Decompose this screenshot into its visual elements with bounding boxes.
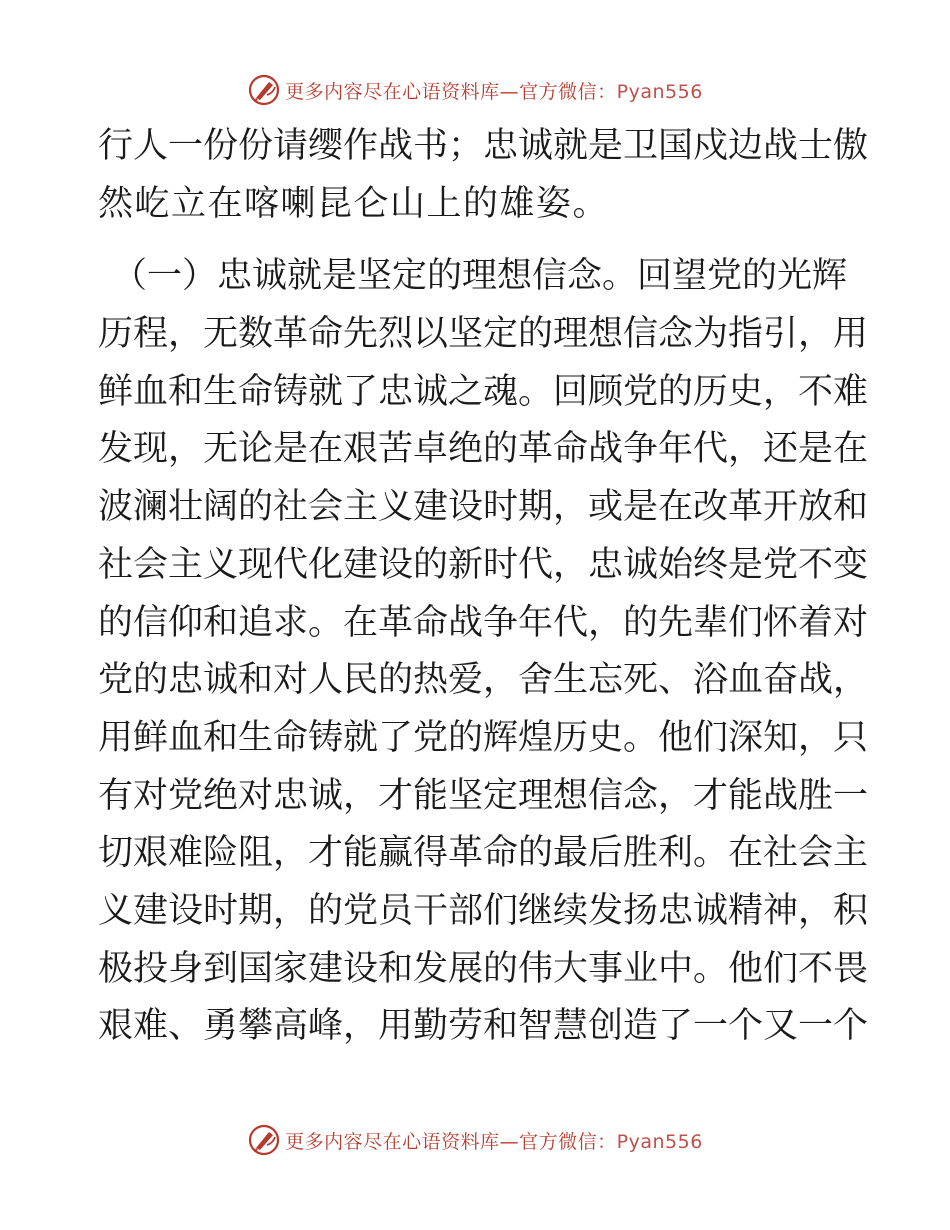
text-line: 艰难、勇攀高峰，用勤劳和智慧创造了一个又一个 [98, 1006, 869, 1047]
pen-logo-icon [247, 1123, 281, 1157]
text-line: 波澜壮阔的社会主义建设时期，或是在改革开放和 [98, 487, 869, 528]
text-line: 社会主义现代化建设的新时代，忠诚始终是党不变 [98, 544, 869, 585]
text-line: 鲜血和生命铸就了忠诚之魂。回顾党的历史，不难 [98, 371, 869, 412]
text-line: 历程，无数革命先烈以坚定的理想信念为指引，用 [98, 314, 869, 355]
text-line: 党的忠诚和对人民的热爱，舍生忘死、浴血奋战， [98, 660, 869, 701]
paragraph-intro [98, 118, 869, 233]
footer-banner [0, 1120, 950, 1160]
text-line: 有对党绝对忠诚，才能坚定理想信念，才能战胜一 [98, 775, 869, 816]
pen-logo-icon [247, 73, 281, 107]
text-line: 然屹立在喀喇昆仑山上的雄姿。 [98, 183, 610, 224]
document-body [98, 118, 869, 1056]
banner-text: 更多内容尽在心语资料库—官方微信：Pyan556 [285, 80, 703, 103]
text-line: 用鲜血和生命铸就了党的辉煌历史。他们深知，只 [98, 717, 869, 758]
paragraph-main [98, 248, 869, 1056]
section-heading-line: （一）忠诚就是坚定的理想信念。回望党的光辉 [112, 256, 848, 297]
text-line: 行人一份份请缨作战书；忠诚就是卫国戍边战士傲 [98, 126, 869, 166]
text-line: 极投身到国家建设和发展的伟大事业中。他们不畏 [98, 948, 869, 989]
text-line: 发现，无论是在艰苦卓绝的革命战争年代，还是在 [98, 429, 869, 470]
banner-text: 更多内容尽在心语资料库—官方微信：Pyan556 [285, 1130, 703, 1153]
header-banner [0, 70, 950, 110]
text-line: 切艰难险阻，才能赢得革命的最后胜利。在社会主 [98, 833, 869, 874]
text-line: 的信仰和追求。在革命战争年代，的先辈们怀着对 [98, 602, 869, 643]
text-line: 义建设时期，的党员干部们继续发扬忠诚精神，积 [98, 890, 869, 931]
